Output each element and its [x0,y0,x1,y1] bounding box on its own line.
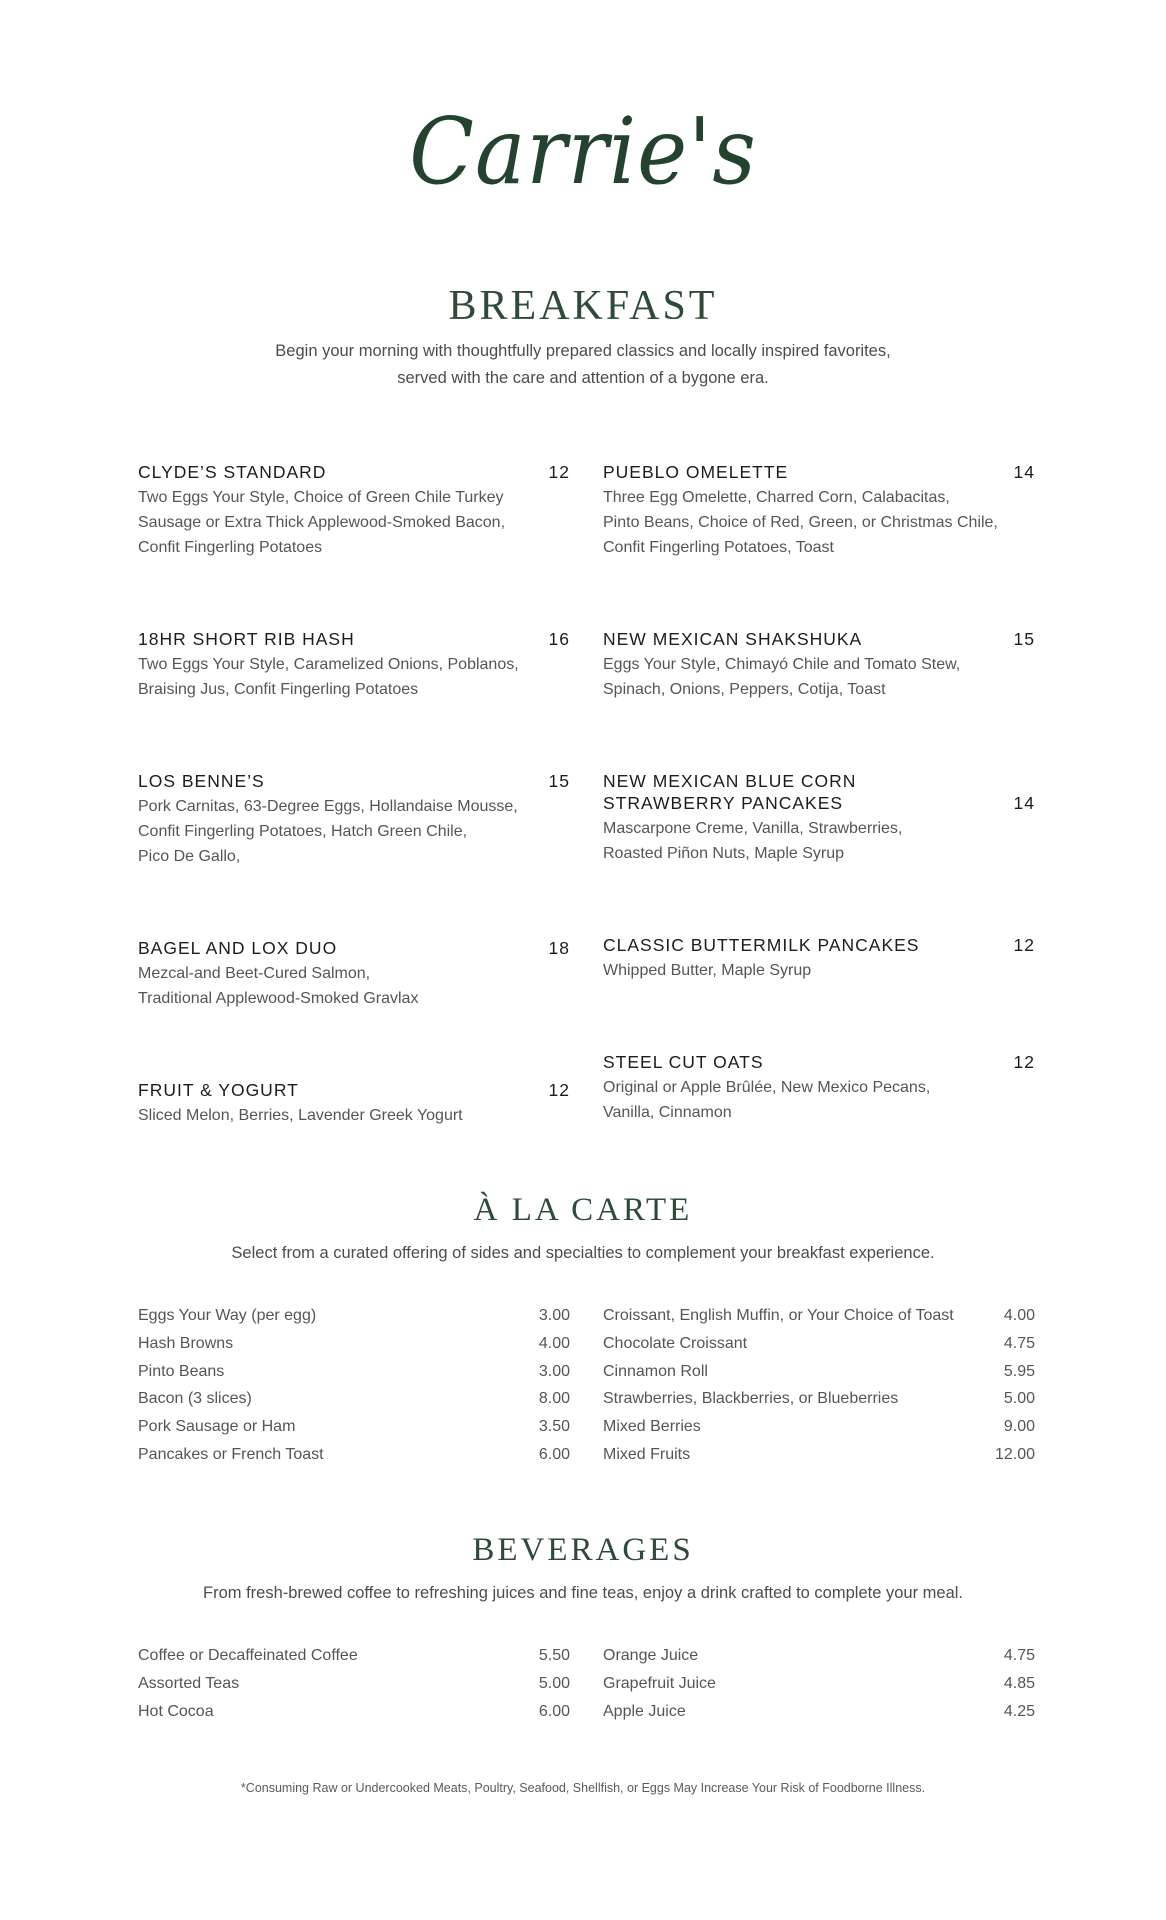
beverages-list-left [138,1642,570,1725]
list-item: Coffee or Decaffeinated Coffee 5.50 [138,1647,570,1664]
item-name: NEW MEXICAN SHAKSHUKA [603,629,863,649]
item-price: 14 [1013,793,1035,813]
list-item: Assorted Teas 5.00 [138,1674,570,1692]
menu-item [603,770,1035,866]
item-price: 12 [548,1080,570,1100]
item-description: Two Eggs Your Style, Choice of Green Chile Turkey Sausage or Extra Thick Applewood-Smoked Bacon, Confit Fingerling Potatoes [138,489,506,556]
beverages-list-right [603,1642,1035,1725]
list-item: Orange Juice 4.75 [603,1647,1035,1664]
item-name: STEEL CUT OATS [603,1052,764,1072]
menu-item [603,628,1035,702]
list-item: Bacon (3 slices) 8.00 [138,1390,570,1408]
list-item: Apple Juice 4.25 [603,1702,1035,1720]
list-item: Eggs Your Way (per egg) 3.00 [138,1307,570,1324]
menu-item [138,937,570,1011]
item-description: Pork Carnitas, 63-Degree Eggs, Hollandaise Mousse, Confit Fingerling Potatoes, Hatch Green Chile, Pico De Gallo, [138,798,518,865]
item-name: CLYDE’S STANDARD [138,462,327,482]
item-price: 15 [1013,629,1035,649]
breakfast-subtitle: Begin your morning with thoughtfully prepared classics and locally inspired favorites, served with the care and attention of a bygone era. [275,342,891,387]
list-item: Hot Cocoa 6.00 [138,1702,570,1720]
brand-logo: Carrie's [409,98,757,205]
menu-item [138,770,570,869]
menu-item [138,461,570,560]
item-description: Eggs Your Style, Chimayó Chile and Tomato Stew, Spinach, Onions, Peppers, Cotija, Toast [603,656,961,698]
list-item: Grapefruit Juice 4.85 [603,1674,1035,1692]
item-name: NEW MEXICAN BLUE CORN STRAWBERRY PANCAKES [603,771,857,813]
list-item: Croissant, English Muffin, or Your Choice of Toast 4.00 [603,1307,1035,1324]
item-name: LOS BENNE’S [138,771,265,791]
item-price: 12 [548,462,570,482]
item-description: Two Eggs Your Style, Caramelized Onions, Poblanos, Braising Jus, Confit Fingerling Potatoes [138,656,519,698]
item-price: 15 [548,771,570,791]
item-price: 12 [1013,1052,1035,1072]
item-description: Sliced Melon, Berries, Lavender Greek Yogurt [138,1107,463,1124]
beverages-subtitle: From fresh-brewed coffee to refreshing juices and fine teas, enjoy a drink crafted to complete your meal. [203,1584,963,1602]
item-price: 12 [1013,935,1035,955]
beverages-title: BEVERAGES [472,1532,694,1568]
list-item: Hash Browns 4.00 [138,1334,570,1352]
list-item: Chocolate Croissant 4.75 [603,1334,1035,1352]
menu-item [603,934,1035,983]
list-item: Pancakes or French Toast 6.00 [138,1445,570,1463]
list-item: Mixed Fruits 12.00 [603,1445,1035,1463]
list-item: Pinto Beans 3.00 [138,1362,570,1380]
item-name: FRUIT & YOGURT [138,1080,299,1100]
item-name: PUEBLO OMELETTE [603,462,789,482]
item-name: 18HR SHORT RIB HASH [138,629,355,649]
menu-item [603,1051,1035,1125]
menu-item [138,628,570,702]
item-description: Whipped Butter, Maple Syrup [603,962,812,979]
item-description: Mascarpone Creme, Vanilla, Strawberries, Roasted Piñon Nuts, Maple Syrup [603,820,903,862]
breakfast-title: BREAKFAST [448,283,718,329]
list-item: Cinnamon Roll 5.95 [603,1362,1035,1380]
item-name: BAGEL AND LOX DUO [138,938,338,958]
item-price: 14 [1013,462,1035,482]
a-la-carte-list-right [603,1302,1035,1469]
item-description: Original or Apple Brûlée, New Mexico Pecans, Vanilla, Cinnamon [603,1079,931,1121]
menu-item [138,1079,570,1128]
a-la-carte-title: À LA CARTE [473,1192,693,1228]
item-description: Three Egg Omelette, Charred Corn, Calabacitas, Pinto Beans, Choice of Red, Green, or Christmas Chile, Confit Fingerling Potatoes, Toast [603,489,998,556]
a-la-carte-list-left [138,1302,570,1469]
menu-item [603,461,1035,560]
a-la-carte-subtitle: Select from a curated offering of sides and specialties to complement your breakfast experience. [231,1244,935,1262]
foodborne-illness-disclaimer: *Consuming Raw or Undercooked Meats, Poultry, Seafood, Shellfish, or Eggs May Increase Your Risk of Foodborne Illness. [240,1781,926,1795]
item-name: CLASSIC BUTTERMILK PANCAKES [603,935,920,955]
list-item: Pork Sausage or Ham 3.50 [138,1418,570,1436]
item-description: Mezcal-and Beet-Cured Salmon, Traditional Applewood-Smoked Gravlax [138,965,419,1007]
item-price: 16 [548,629,570,649]
list-item: Strawberries, Blackberries, or Blueberries 5.00 [603,1390,1035,1408]
item-price: 18 [548,938,570,958]
list-item: Mixed Berries 9.00 [603,1418,1035,1436]
